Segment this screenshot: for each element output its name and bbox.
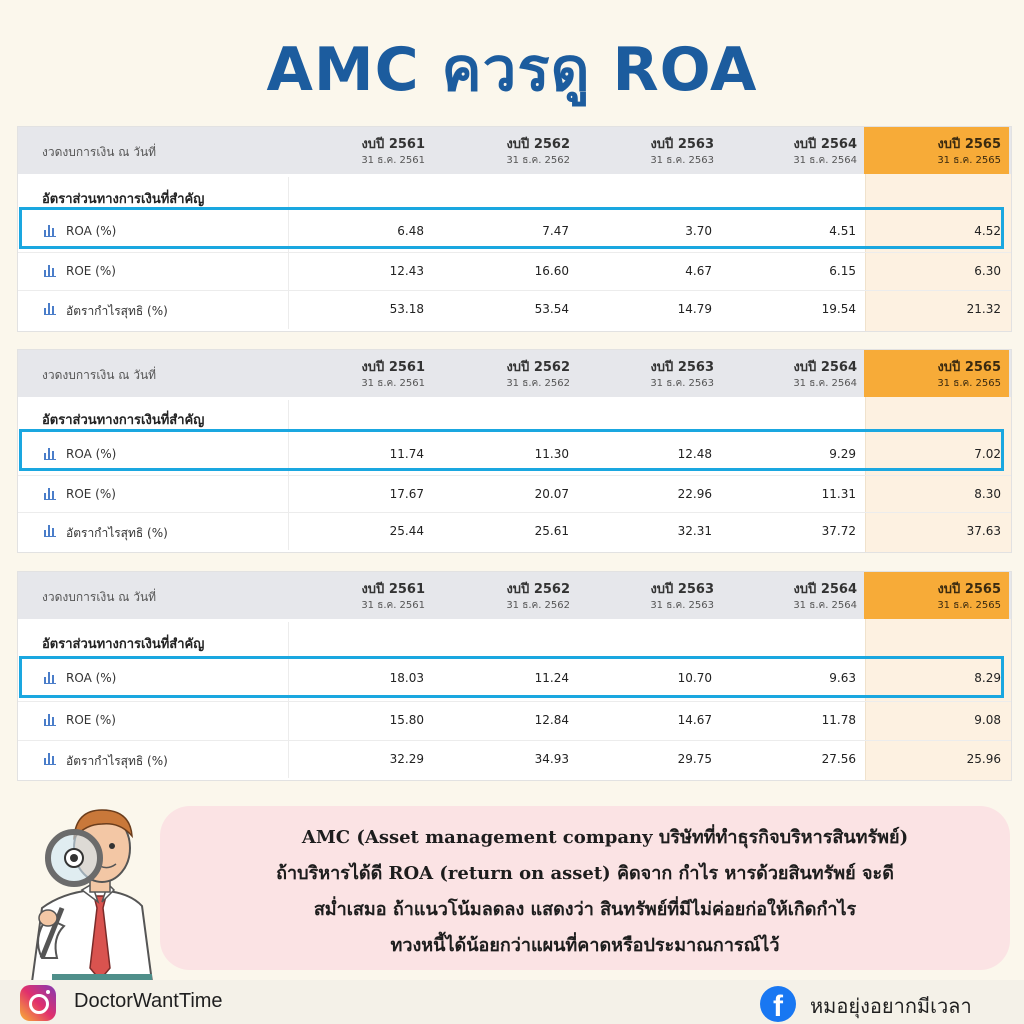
bar-chart-icon[interactable] [44,714,56,725]
cell-value: 14.67 [677,713,712,727]
cell-value: 25.96 [966,752,1001,766]
facebook-icon[interactable]: f [760,986,796,1022]
col-2564: งบปี 2564 31 ธ.ค. 2564 [793,582,857,611]
cell-value: 22.96 [677,487,712,501]
cell-value: 4.67 [685,264,712,278]
cell-value: 6.15 [829,264,856,278]
cell-value: 18.03 [389,671,424,685]
bar-chart-icon[interactable] [44,265,56,276]
table-header [18,572,1011,619]
cell-value: 8.29 [974,671,1001,685]
col-2561: งบปี 2561 31 ธ.ค. 2561 [361,137,425,166]
section-title: อัตราส่วนทางการเงินที่สำคัญ [42,413,205,428]
instagram-handle[interactable]: DoctorWantTime [74,990,223,1012]
note-line-3: สม่ำเสมอ ถ้าแนวโน้มลดลง แสดงว่า สินทรัพย์ที่มีไม่ค่อยก่อให้เกิดกำไร [313,899,857,920]
cell-value: 4.52 [974,224,1001,238]
roa-highlight-box [19,207,1004,249]
cell-value: 32.29 [389,752,424,766]
col-2562: งบปี 2562 31 ธ.ค. 2562 [506,582,570,611]
row-label: ROA (%) [66,671,117,685]
table-header [18,350,1011,397]
cell-value: 53.18 [389,302,424,316]
note-line-1: AMC (Asset management company บริษัทที่ทำธุรกิจบริหารสินทรัพย์) [301,827,909,848]
col-2563: งบปี 2563 31 ธ.ค. 2563 [650,360,714,389]
cell-value: 8.30 [974,487,1001,501]
cell-value: 27.56 [821,752,856,766]
row-label: อัตรากำไรสุทธิ (%) [66,304,168,318]
cell-value: 7.47 [542,224,569,238]
table-row-roe [18,475,1011,514]
cell-value: 37.72 [821,524,856,538]
section-title: อัตราส่วนทางการเงินที่สำคัญ [42,192,205,207]
facebook-page-name[interactable]: หมอยุ่งอยากมีเวลา [810,994,972,1018]
bar-chart-icon[interactable] [44,303,56,314]
cell-value: 32.31 [677,524,712,538]
table-header [18,127,1011,174]
row-label: ROA (%) [66,224,117,238]
col-2562: งบปี 2562 31 ธ.ค. 2562 [506,360,570,389]
cell-value: 3.70 [685,224,712,238]
cell-value: 6.48 [397,224,424,238]
cell-value: 12.84 [534,713,569,727]
col-2563: งบปี 2563 31 ธ.ค. 2563 [650,137,714,166]
bar-chart-icon[interactable] [44,525,56,536]
cell-value: 6.30 [974,264,1001,278]
table-row-net-margin [18,740,1011,779]
cell-value: 11.30 [534,447,569,461]
roa-highlight-box [19,656,1004,698]
col-2563: งบปี 2563 31 ธ.ค. 2563 [650,582,714,611]
cell-value: 25.61 [534,524,569,538]
cell-value: 11.78 [821,713,856,727]
cell-value: 7.02 [974,447,1001,461]
bar-chart-icon[interactable] [44,753,56,764]
row-label: ROE (%) [66,264,116,278]
cell-value: 20.07 [534,487,569,501]
cell-value: 14.79 [677,302,712,316]
note-line-4: ทวงหนี้ได้น้อยกว่าแผนที่คาดหรือประมาณการณ์ไว้ [390,935,780,956]
header-label: งวดงบการเงิน ณ วันที่ [42,368,157,382]
table-row-net-margin [18,512,1011,551]
cell-value: 12.48 [677,447,712,461]
bar-chart-icon[interactable] [44,488,56,499]
cell-value: 10.70 [677,671,712,685]
instagram-icon[interactable] [20,985,56,1021]
explanation-note [160,806,1010,970]
table-row-roe [18,701,1011,740]
note-line-2: ถ้าบริหารได้ดี ROA (return on asset) คิดจาก กำไร หารด้วยสินทรัพย์ จะดี [276,863,894,884]
row-label: ROE (%) [66,487,116,501]
col-2562: งบปี 2562 31 ธ.ค. 2562 [506,137,570,166]
cell-value: 37.63 [966,524,1001,538]
cell-value: 11.24 [534,671,569,685]
roa-highlight-box [19,429,1004,471]
section-title: อัตราส่วนทางการเงินที่สำคัญ [42,637,205,652]
cell-value: 19.54 [821,302,856,316]
row-label: อัตรากำไรสุทธิ (%) [66,526,168,540]
cell-value: 21.32 [966,302,1001,316]
header-label: งวดงบการเงิน ณ วันที่ [42,145,157,159]
cell-value: 9.29 [829,447,856,461]
page-title: AMC ควรดู ROA [266,35,758,105]
col-2565-highlight: งบปี 2565 31 ธ.ค. 2565 [864,572,1009,619]
cell-value: 53.54 [534,302,569,316]
cell-value: 17.67 [389,487,424,501]
cell-value: 16.60 [534,264,569,278]
col-2561: งบปี 2561 31 ธ.ค. 2561 [361,360,425,389]
cell-value: 4.51 [829,224,856,238]
col-2565-highlight: งบปี 2565 31 ธ.ค. 2565 [864,127,1009,174]
table-row-net-margin [18,290,1011,329]
man-with-magnifier-illustration [2,798,202,982]
cell-value: 9.63 [829,671,856,685]
col-2564: งบปี 2564 31 ธ.ค. 2564 [793,360,857,389]
cell-value: 11.31 [821,487,856,501]
row-label: ROE (%) [66,713,116,727]
cell-value: 11.74 [389,447,424,461]
row-label: ROA (%) [66,447,117,461]
table-row-roe [18,252,1011,291]
col-2561: งบปี 2561 31 ธ.ค. 2561 [361,582,425,611]
row-label: อัตรากำไรสุทธิ (%) [66,754,168,768]
col-2564: งบปี 2564 31 ธ.ค. 2564 [793,137,857,166]
col-2565-highlight: งบปี 2565 31 ธ.ค. 2565 [864,350,1009,397]
cell-value: 9.08 [974,713,1001,727]
cell-value: 34.93 [534,752,569,766]
cell-value: 25.44 [389,524,424,538]
cell-value: 12.43 [389,264,424,278]
cell-value: 15.80 [389,713,424,727]
header-label: งวดงบการเงิน ณ วันที่ [42,590,157,604]
cell-value: 29.75 [677,752,712,766]
